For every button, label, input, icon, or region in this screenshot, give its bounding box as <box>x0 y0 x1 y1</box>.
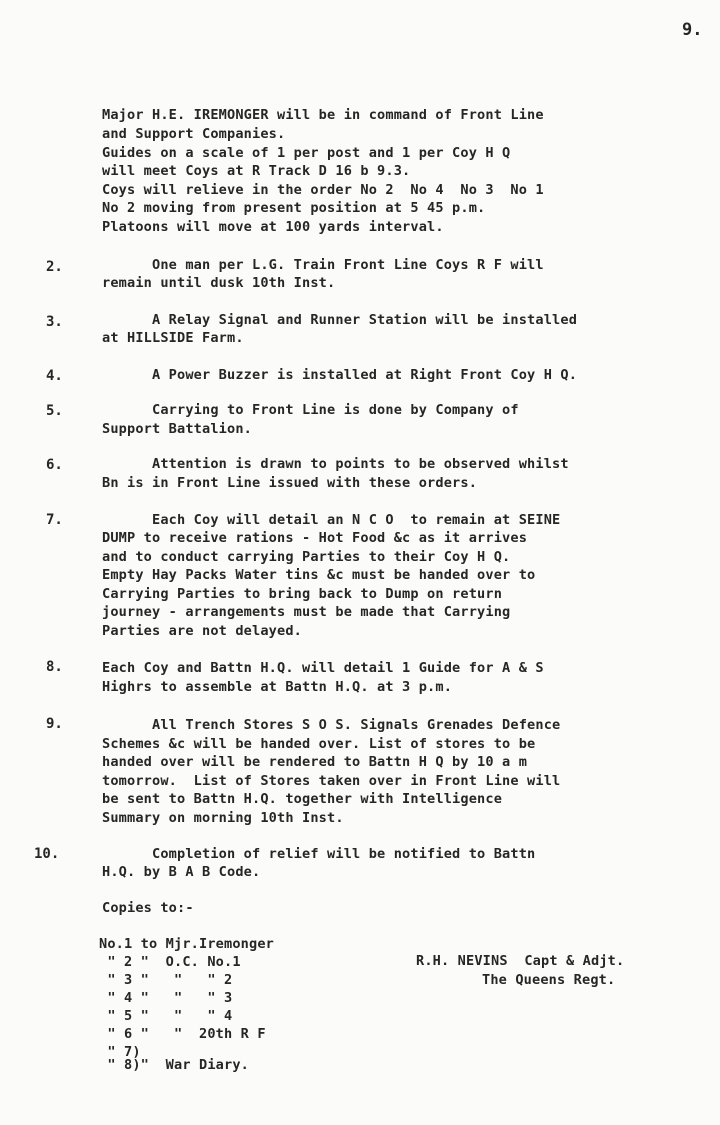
intro-line: Coys will relieve in the order No 2 No 4 No 3 No 1 <box>102 182 544 198</box>
paragraph-line: Support Battalion. <box>102 421 253 437</box>
paragraph-line: Schemes &c will be handed over. List of stores to be <box>102 736 536 752</box>
paragraph-line: Each Coy and Battn H.Q. will detail 1 Guide for A & S <box>102 660 544 676</box>
paragraph-line: One man per L.G. Train Front Line Coys R F will <box>102 257 544 273</box>
intro-line: No 2 moving from present position at 5 45 p.m. <box>102 200 486 216</box>
paragraph-line: and to conduct carrying Parties to their Coy H Q. <box>102 549 511 565</box>
paragraph-line: H.Q. by B A B Code. <box>102 864 261 880</box>
copies-line: " 3 " " " 2 <box>99 972 233 988</box>
paragraph-number: 6. <box>46 457 63 473</box>
intro-line: Major H.E. IREMONGER will be in command of Front Line <box>102 107 544 123</box>
paragraph-line: Carrying to Front Line is done by Company of <box>102 402 519 418</box>
paragraph-line: DUMP to receive rations - Hot Food &c as it arrives <box>102 530 528 546</box>
copies-line: " 7) <box>99 1044 141 1060</box>
copies-line: " 8)" War Diary. <box>99 1057 250 1073</box>
copies-heading: Copies to:- <box>102 900 194 916</box>
paragraph-number: 9. <box>46 716 63 732</box>
intro-line: Platoons will move at 100 yards interval. <box>102 219 444 235</box>
copies-line: " 4 " " " 3 <box>99 990 233 1006</box>
signature-unit: The Queens Regt. <box>482 972 616 988</box>
paragraph-number: 3. <box>46 314 63 330</box>
signature-name: R.H. NEVINS Capt & Adjt. <box>416 953 625 969</box>
paragraph-number: 4. <box>46 368 63 384</box>
intro-line: Guides on a scale of 1 per post and 1 per Coy H Q <box>102 145 511 161</box>
paragraph-line: at HILLSIDE Farm. <box>102 330 244 346</box>
paragraph-number: 8. <box>46 659 63 675</box>
copies-line: " 5 " " " 4 <box>99 1008 233 1024</box>
page-number: 9. <box>682 20 703 40</box>
paragraph-line: journey - arrangements must be made that Carrying <box>102 604 511 620</box>
paragraph-line: Summary on morning 10th Inst. <box>102 810 344 826</box>
paragraph-line: Empty Hay Packs Water tins &c must be handed over to <box>102 567 536 583</box>
paragraph-number: 10. <box>34 846 60 862</box>
paragraph-number: 2. <box>46 259 63 275</box>
paragraph-line: be sent to Battn H.Q. together with Intelligence <box>102 791 503 807</box>
paragraph-number: 5. <box>46 403 63 419</box>
paragraph-line: handed over will be rendered to Battn H Q by 10 a m <box>102 754 528 770</box>
paragraph-line: Each Coy will detail an N C O to remain at SEINE <box>102 512 561 528</box>
paragraph-line: Attention is drawn to points to be observed whilst <box>102 456 569 472</box>
paragraph-line: Parties are not delayed. <box>102 623 303 639</box>
intro-line: and Support Companies. <box>102 126 286 142</box>
copies-line: " 6 " " 20th R F <box>99 1026 266 1042</box>
paragraph-line: A Power Buzzer is installed at Right Front Coy H Q. <box>102 367 578 383</box>
paragraph-line: Completion of relief will be notified to Battn <box>102 846 536 862</box>
paragraph-line: Bn is in Front Line issued with these orders. <box>102 475 478 491</box>
copies-line: No.1 to Mjr.Iremonger <box>99 936 275 952</box>
intro-line: will meet Coys at R Track D 16 b 9.3. <box>102 163 411 179</box>
paragraph-number: 7. <box>46 512 63 528</box>
paragraph-line: Carrying Parties to bring back to Dump on return <box>102 586 503 602</box>
paragraph-line: A Relay Signal and Runner Station will be installed <box>102 312 578 328</box>
paragraph-line: remain until dusk 10th Inst. <box>102 275 336 291</box>
paragraph-line: tomorrow. List of Stores taken over in Front Line will <box>102 773 561 789</box>
copies-line: " 2 " O.C. No.1 <box>99 954 241 970</box>
paragraph-line: Highrs to assemble at Battn H.Q. at 3 p.m. <box>102 679 453 695</box>
paragraph-line: All Trench Stores S O S. Signals Grenades Defence <box>102 717 561 733</box>
